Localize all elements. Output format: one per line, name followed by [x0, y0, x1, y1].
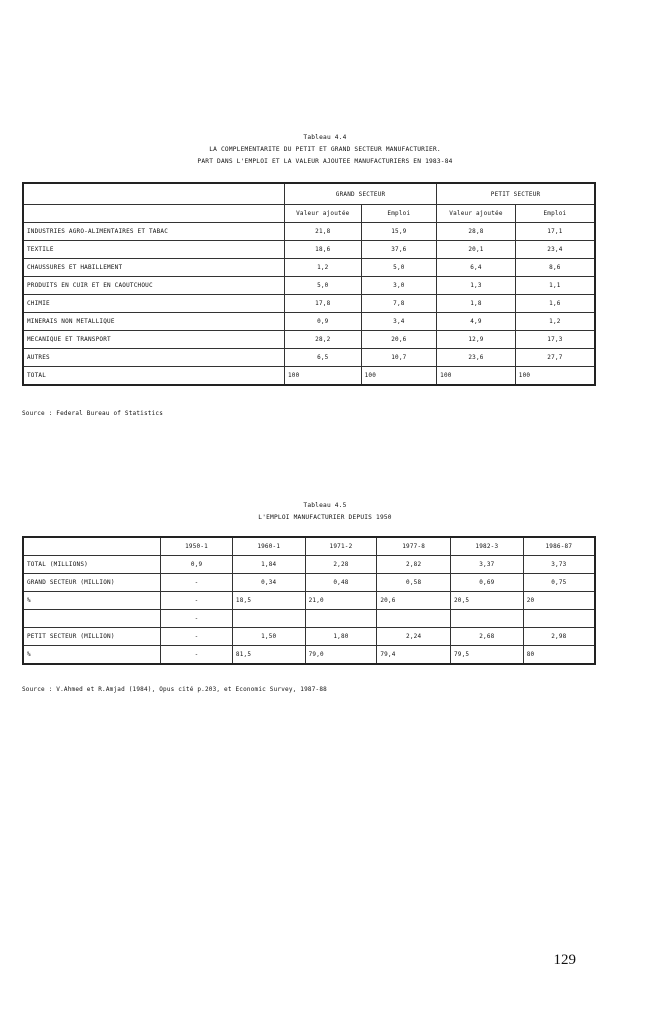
- table2-col-header: 1950-1: [161, 537, 233, 556]
- table-row: [23, 367, 595, 386]
- table1: [22, 182, 596, 386]
- table-cell: 0,58: [377, 574, 451, 592]
- table-row: [23, 331, 595, 349]
- table-cell: 18,5: [232, 592, 305, 610]
- table-cell: 17,8: [284, 295, 361, 313]
- table-cell: 1,2: [515, 313, 595, 331]
- table-row: [23, 556, 595, 574]
- table-cell: 20: [523, 592, 595, 610]
- table-cell: 1,84: [232, 556, 305, 574]
- row-label: GRAND SECTEUR (MILLION): [23, 574, 161, 592]
- row-label: [23, 610, 161, 628]
- table1-subtitle-2: PART DANS L'EMPLOI ET LA VALEUR AJOUTEE MANUFACTURIERS EN 1983-84: [197, 158, 453, 165]
- table1-corner: [23, 183, 284, 205]
- table1-source: Source : Federal Bureau of Statistics: [22, 410, 164, 417]
- table1-group-petit: PETIT SECTEUR: [437, 183, 595, 205]
- table-cell: [523, 610, 595, 628]
- table-cell: 37,6: [361, 241, 437, 259]
- table-cell: 20,5: [451, 592, 524, 610]
- page-number: 129: [553, 952, 576, 968]
- table-cell: 1,2: [284, 259, 361, 277]
- table-row: [23, 349, 595, 367]
- table-cell: -: [161, 574, 233, 592]
- table-cell: 21,8: [284, 223, 361, 241]
- row-label: PRODUITS EN CUIR ET EN CAOUTCHOUC: [23, 277, 284, 295]
- table2-col-header: 1986-87: [523, 537, 595, 556]
- row-label: TOTAL: [23, 367, 284, 386]
- table-row: [23, 295, 595, 313]
- table1-group-grand: GRAND SECTEUR: [284, 183, 436, 205]
- table-cell: 10,7: [361, 349, 437, 367]
- table-cell: 4,9: [437, 313, 516, 331]
- table2-col-header: 1977-8: [377, 537, 451, 556]
- table-cell: 23,6: [437, 349, 516, 367]
- table-row: [23, 592, 595, 610]
- table-cell: [377, 610, 451, 628]
- row-label: CHAUSSURES ET HABILLEMENT: [23, 259, 284, 277]
- table-cell: 100: [284, 367, 361, 386]
- table-cell: 6,5: [284, 349, 361, 367]
- table2-corner: [23, 537, 161, 556]
- row-label: INDUSTRIES AGRO-ALIMENTAIRES ET TABAC: [23, 223, 284, 241]
- table-cell: 2,24: [377, 628, 451, 646]
- table2-col-header: 1971-2: [305, 537, 377, 556]
- table-cell: 20,6: [361, 331, 437, 349]
- table-cell: 15,9: [361, 223, 437, 241]
- table-cell: 79,4: [377, 646, 451, 665]
- table-cell: 5,0: [361, 259, 437, 277]
- table-cell: 1,80: [305, 628, 377, 646]
- table-cell: 2,68: [451, 628, 524, 646]
- table-row: [23, 610, 595, 628]
- table-cell: 27,7: [515, 349, 595, 367]
- table-row: [23, 259, 595, 277]
- table2-col-header: 1982-3: [451, 537, 524, 556]
- table1-col-header: Emploi: [515, 205, 595, 223]
- row-label: %: [23, 646, 161, 665]
- table-cell: 100: [437, 367, 516, 386]
- table-cell: 6,4: [437, 259, 516, 277]
- table-cell: 0,48: [305, 574, 377, 592]
- row-label: AUTRES: [23, 349, 284, 367]
- row-label: PETIT SECTEUR (MILLION): [23, 628, 161, 646]
- table-cell: 23,4: [515, 241, 595, 259]
- table-cell: 21,0: [305, 592, 377, 610]
- table2-col-header: 1960-1: [232, 537, 305, 556]
- table-cell: -: [161, 610, 233, 628]
- table-cell: 7,8: [361, 295, 437, 313]
- table-row: [23, 277, 595, 295]
- row-label: %: [23, 592, 161, 610]
- table1-col-header: Valeur ajoutée: [284, 205, 361, 223]
- table1-col-header: Valeur ajoutée: [437, 205, 516, 223]
- table-row: [23, 223, 595, 241]
- table-cell: 1,3: [437, 277, 516, 295]
- table2-title: Tableau 4.5: [303, 502, 347, 509]
- table-row: [23, 313, 595, 331]
- table-cell: 1,8: [437, 295, 516, 313]
- table-cell: 5,0: [284, 277, 361, 295]
- row-label: TOTAL (MILLIONS): [23, 556, 161, 574]
- table-cell: 2,82: [377, 556, 451, 574]
- table-cell: 0,75: [523, 574, 595, 592]
- table-cell: 79,5: [451, 646, 524, 665]
- table-cell: 12,9: [437, 331, 516, 349]
- table-cell: 8,6: [515, 259, 595, 277]
- row-label: TEXTILE: [23, 241, 284, 259]
- table-cell: 28,2: [284, 331, 361, 349]
- table-cell: 20,6: [377, 592, 451, 610]
- table-cell: 0,9: [161, 556, 233, 574]
- table1-subtitle-1: LA COMPLEMENTARITE DU PETIT ET GRAND SECTEUR MANUFACTURIER.: [209, 146, 441, 153]
- table1-header-blank: [23, 205, 284, 223]
- table-cell: 0,69: [451, 574, 524, 592]
- table-cell: -: [161, 646, 233, 665]
- table-cell: 2,28: [305, 556, 377, 574]
- table-cell: 79,0: [305, 646, 377, 665]
- table-cell: 1,6: [515, 295, 595, 313]
- table-cell: -: [161, 592, 233, 610]
- table-cell: 0,34: [232, 574, 305, 592]
- table-cell: 2,98: [523, 628, 595, 646]
- table-cell: [232, 610, 305, 628]
- table-cell: 1,1: [515, 277, 595, 295]
- table-cell: 100: [361, 367, 437, 386]
- table-cell: 3,0: [361, 277, 437, 295]
- table-cell: 100: [515, 367, 595, 386]
- table2-source: Source : V.Ahmed et R.Amjad (1984), Opus cité p.203, et Economic Survey, 1987-88: [22, 686, 327, 693]
- row-label: MECANIQUE ET TRANSPORT: [23, 331, 284, 349]
- table-cell: 3,37: [451, 556, 524, 574]
- table-cell: 3,73: [523, 556, 595, 574]
- table-row: [23, 628, 595, 646]
- table2: [22, 536, 596, 665]
- row-label: CHIMIE: [23, 295, 284, 313]
- table-cell: 18,6: [284, 241, 361, 259]
- table-row: [23, 646, 595, 665]
- table-cell: 28,8: [437, 223, 516, 241]
- table-cell: 81,5: [232, 646, 305, 665]
- table-cell: 80: [523, 646, 595, 665]
- table-cell: 1,50: [232, 628, 305, 646]
- table-cell: -: [161, 628, 233, 646]
- table-cell: 20,1: [437, 241, 516, 259]
- table-cell: [451, 610, 524, 628]
- table2-subtitle: L'EMPLOI MANUFACTURIER DEPUIS 1950: [258, 514, 392, 521]
- table1-title: Tableau 4.4: [303, 134, 347, 141]
- table-cell: 0,9: [284, 313, 361, 331]
- table-cell: 3,4: [361, 313, 437, 331]
- table-cell: [305, 610, 377, 628]
- table1-col-header: Emploi: [361, 205, 437, 223]
- table-cell: 17,3: [515, 331, 595, 349]
- table-cell: 17,1: [515, 223, 595, 241]
- table-row: [23, 574, 595, 592]
- row-label: MINERAIS NON METALLIQUE: [23, 313, 284, 331]
- table-row: [23, 241, 595, 259]
